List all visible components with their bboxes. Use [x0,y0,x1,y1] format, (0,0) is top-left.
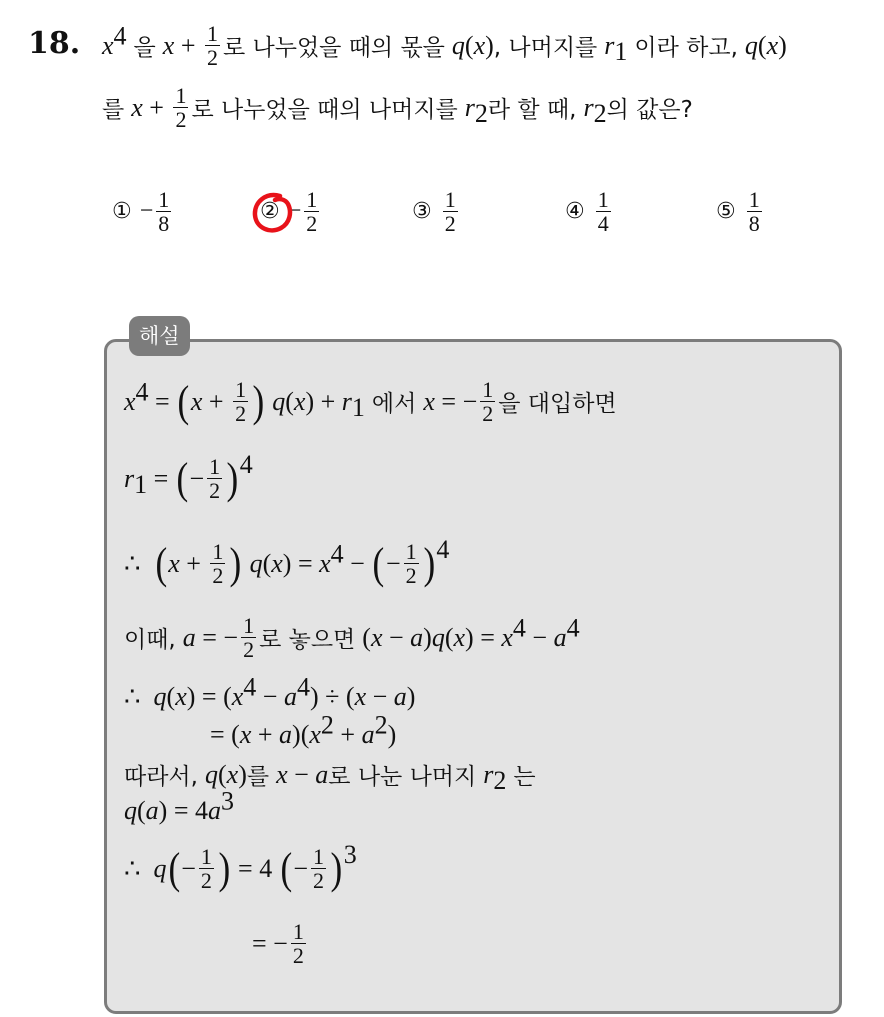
choice-2[interactable]: ② − $\frac{1}{2}$ [260,187,318,237]
solution-line-1: $x^4$ = ( x + $\frac{1}{2}$ ) q ( x ) + $r_1$ 에서 x = − $\frac{1}{2}$ 을 대입하면 [124,376,617,427]
solution-line-10: = − $\frac{1}{2}$ [252,919,304,969]
solution-box [104,339,842,1014]
solution-line-8: q ( a ) = 4 $a^3$ [124,786,234,825]
solution-line-6: = ( x + a )( $x^2$ + $a^2$ ) [210,710,397,749]
question-number: 18. [28,26,81,61]
solution-line-2: $r_1$ = ( − $\frac{1}{2}$ ) $^4$ [124,449,253,504]
solution-line-7: 따라서, q ( x ) 를 x − a 로 나눈 나머지 $r_2$ 는 [124,759,536,795]
solution-line-4: 이때, a = − $\frac{1}{2}$ 로 놓으면 ( x − a ) q ( x ) = $x^4$ − $a^4$ [124,612,580,663]
fraction: $\frac{1}{2}$ [206,21,218,71]
fraction: $\frac{1}{2}$ [175,83,187,133]
choice-5[interactable]: ⑤ $\frac{1}{8}$ [716,187,760,237]
solution-line-9: ∴ q ( − $\frac{1}{2}$ ) = 4 ( − $\frac{1}{2}$ ) $^3$ [124,839,357,894]
question-line-2: 를 x + $\frac{1}{2}$ 로 나누었을 때의 나머지를 $r_2$ 라 할 때, $r_2$ 의 값은? [102,83,693,133]
answer-mark-icon [250,190,296,238]
choice-4[interactable]: ④ $\frac{1}{4}$ [565,187,609,237]
solution-line-5: ∴ q ( x ) = ( $x^4$ − $a^4$ ) ÷ ( x − a ) [124,672,416,711]
solution-tag: 해설 [129,316,190,356]
question-line-1: $x^4$ 을 x + $\frac{1}{2}$ 로 나누었을 때의 몫을 q ( x ) , 나머지를 $r_1$ 이라 하고, q ( x ) [102,20,787,71]
choice-3[interactable]: ③ $\frac{1}{2}$ [412,187,456,237]
solution-line-3: ∴ ( x + $\frac{1}{2}$ ) q ( x ) = $x^4$ − ( − $\frac{1}{2}$ ) $^4$ [124,534,450,589]
choice-1[interactable]: ① − $\frac{1}{8}$ [112,187,170,237]
